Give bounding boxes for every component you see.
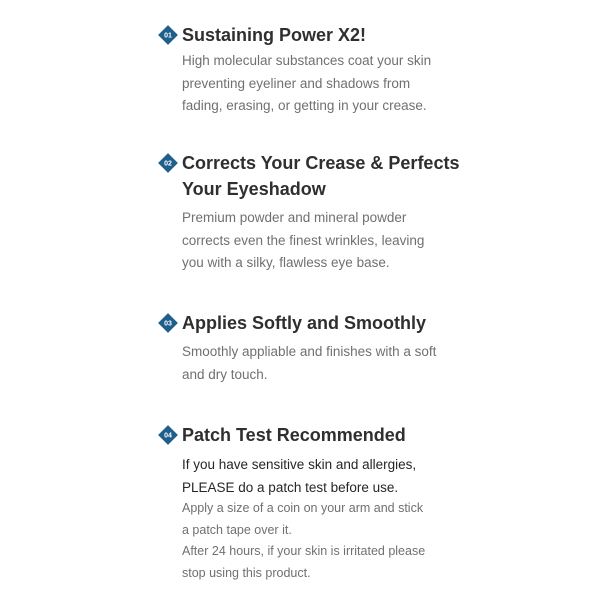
feature-description-line: preventing eyeliner and shadows from (182, 75, 411, 91)
feature-description (182, 50, 431, 118)
patch-test-instructions (182, 498, 425, 584)
badge-number: 03 (164, 320, 172, 328)
feature-description-line: you with a silky, flawless eye base. (182, 255, 390, 270)
number-badge-icon (158, 425, 178, 445)
feature-title-line: Patch Test Recommended (182, 425, 406, 445)
number-badge-icon (158, 313, 178, 333)
warning-line: If you have sensitive skin and allergies, (182, 457, 417, 472)
feature-description (182, 207, 424, 275)
number-badge-icon (158, 153, 178, 173)
feature-title (182, 22, 366, 48)
instruction-line: After 24 hours, if your skin is irritated please (182, 544, 426, 558)
badge-number: 04 (164, 432, 172, 440)
feature-description-line: Premium powder and mineral powder (182, 210, 407, 225)
instruction-line: Apply a size of a coin on your arm and stick (182, 501, 424, 515)
feature-title (182, 422, 406, 448)
instruction-line: a patch tape over it. (182, 522, 292, 537)
feature-title-line: Your Eyeshadow (182, 179, 326, 199)
number-badge-icon (158, 25, 178, 45)
feature-title-line: Corrects Your Crease & Perfects (182, 153, 460, 173)
feature-description-line: fading, erasing, or getting in your crease. (182, 98, 427, 113)
feature-description-line: High molecular substances coat your skin (182, 53, 432, 68)
warning-line: PLEASE do a patch test before use. (182, 479, 399, 495)
badge-number: 01 (164, 32, 172, 40)
feature-title-line: Sustaining Power X2! (182, 25, 367, 45)
badge-number: 02 (164, 160, 172, 168)
feature-description-line: and dry touch. (182, 366, 268, 382)
feature-title (182, 310, 426, 336)
feature-description (182, 341, 436, 386)
feature-title (182, 150, 459, 202)
feature-description-line: Smoothly appliable and finishes with a soft (182, 344, 437, 359)
feature-title-line: Applies Softly and Smoothly (182, 313, 427, 333)
instruction-line: stop using this product. (182, 565, 311, 580)
allergy-warning (182, 454, 416, 499)
feature-description-line: corrects even the finest wrinkles, leaving (182, 232, 425, 248)
